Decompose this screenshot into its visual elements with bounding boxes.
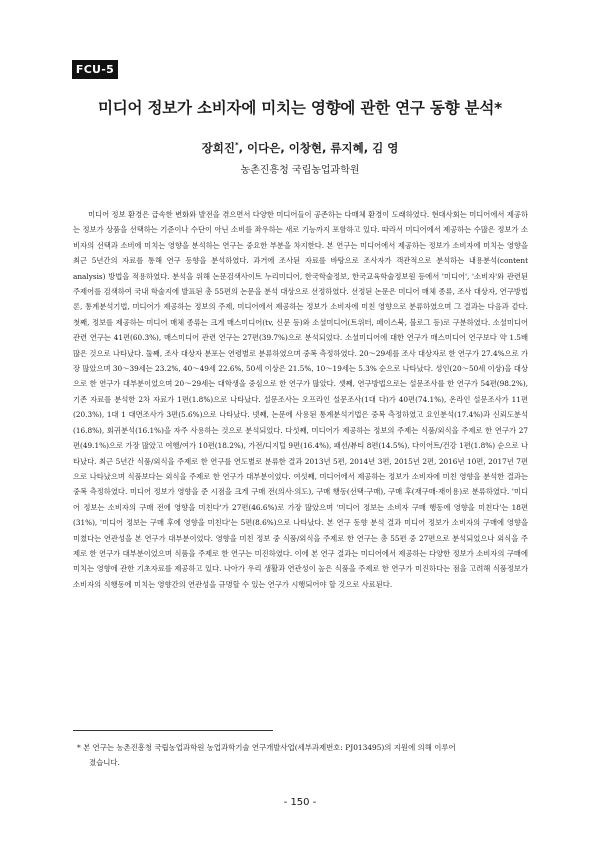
footnote-divider (73, 730, 273, 731)
author-list (0, 140, 600, 156)
footnote-text-line2: 졌습니다. (89, 758, 120, 767)
abstract-body (73, 207, 528, 592)
corresponding-mark: * (234, 141, 239, 150)
lead-author: 장희진 (201, 141, 235, 155)
footnote-mark: * (77, 743, 81, 752)
session-badge: FCU-5 (72, 60, 118, 79)
footnote (77, 740, 527, 770)
co-authors: , 이다은, 이창현, 류지혜, 김 영 (238, 141, 399, 155)
paper-title: 미디어 정보가 소비자에 미치는 영향에 관한 연구 동향 분석* (97, 99, 503, 117)
affiliation: 농촌진흥청 국립농업과학원 (240, 165, 360, 176)
abstract-paragraph: 미디어 정보 환경은 급속한 변화와 발전을 겪으면서 다양한 미디어들이 공존하는 다매체 환경이 도래하였다. 현대사회는 미디어에서 제공하는 정보가 상품을 선택하는 기준이나 수단이 아닌 소비를 좌우하는 새로 기능까지 포함하고 있다. 따라서 미디어에서 제공하는 수많은 정보가 소비자의 선택과 소비에 미치는 영향을 분석하는 연구는 중요한 부분을 차지한다. 본 연구는 미디어에서 제공하는 정보가 소비자에 미치는 영향을 최근 5년간의 자료를 통해 연구 동향을 분석하였다. 과거에 조사된 자료를 바탕으로 조사자가 객관적으로 분석하는 내용분석(content analysis) 방법을 적용하였다. 분석을 위해 논문검색사이트 누리미디어, 한국학술정보, 한국교육학술정보원 등에서 '미디어', '소비자'와 관련된 주제어를 검색하여 국내 학술지에 발표된 총 55편의 논문을 분석 대상으로 선정하였다. 선정된 논문은 미디어 매체 종류, 조사 대상자, 연구방법론, 통계분석기법, 미디어가 제공하는 정보의 주제, 미디어에서 제공하는 정보가 소비자에 미친 영향으로 분류하였으며 그 결과는 다음과 같다. 첫째, 정보를 제공하는 미디어 매체 종류는 크게 매스미디어(tv, 신문 등)와 소셜미디어(트위터, 페이스북, 블로그 등)로 구분하였다. 소셜미디어 관련 연구는 41편(60.3%), 매스미디어 관련 연구는 27편(39.7%)으로 분석되었다. 소셜미디어에 대한 연구가 매스미디어 연구보다 약 1.5배 많은 것으로 나타났다. 둘째, 조사 대상자 분포는 연령별로 분류하였으며 중복 측정하였다. 20～29세를 조사 대상자로 한 연구가 27.4%으로 가장 많았으며 30～39세는 23.2%, 40～49세 22.6%, 50세 이상은 21.5%, 10～19세는 5.3% 순으로 나타났다. 성인(20～50세 이상)을 대상으로 한 연구가 대부분이었으며 20～29세는 대학생을 중심으로 한 연구가 많았다. 셋째, 연구방법으로는 설문조사를 한 연구가 54편(98.2%), 기존 자료를 분석한 2차 자료가 1편(1.8%)으로 나타났다. 설문조사는 오프라인 설문조사(1대 다)가 40편(74.1%), 온라인 설문조사가 11편(20.3%), 1대 1 대면조사가 3편(5.6%)으로 나타났다. 넷째, 논문에 사용된 통계분석기법은 중복 측정하였고 요인분석(17.4%)과 신뢰도분석(16.8%), 회귀분석(16.1%)을 자주 사용하는 것으로 분석되었다. 다섯째, 미디어가 제공하는 정보의 주제는 식품/외식을 주제로 한 연구가 27편(49.1%)으로 가장 많았고 여행/여가 10편(18.2%), 가전/디지털 9편(16.4%), 패션/뷰티 8편(14.5%), 다이어트/건강 1편(1.8%) 순으로 나타났다. 최근 5년간 식품/외식을 주제로 한 연구를 연도별로 분류한 결과 2013년 5편, 2014년 3편, 2015년 2편, 2016년 10편, 2017년 7편으로 나타났으며 식품보다는 외식을 주제로 한 연구가 대부분이었다. 여섯째, 미디어에서 제공하는 정보가 소비자에 미친 영향을 분석한 결과는 중복 측정하였다. 미디어 정보가 영향을 준 시점을 크게 구매 전(의사·의도), 구매 행동(선택·구매), 구매 후(재구매·재이용)로 분류하였다. '미디어 정보는 소비자의 구매 전에 영향을 미친다'가 27편(46.6%)로 가장 많았으며 '미디어 정보는 소비자 구매 행동에 영향을 미친다'는 18편(31%), '미디어 정보는 구매 후에 영향을 미친다'는 5편(8.6%)으로 나타났다. 본 연구 동향 분석 결과 미디어 정보가 소비자의 구매에 영향을 미쳤다는 연관성을 본 연구가 대부분이었다. 영향을 미친 정보 중 식품/외식을 주제로 한 연구는 총 55편 중 27편으로 분석되었으나 외식을 주제로 한 연구가 대부분이었으며 식품을 주제로 한 연구는 미진하였다. 이에 본 연구 결과는 미디어에서 제공하는 다양한 정보가 소비자의 구매에 미치는 영향에 관한 기초자료를 제공하고 있다. 나아가 우리 생활과 연관성이 높은 식품을 주제로 한 연구가 미진하다는 점을 고려해 식품정보가 소비자의 식행동에 미치는 영향간의 연관성을 규명할 수 있는 연구가 시행되어야 할 것으로 사료된다. (73, 210, 529, 589)
footnote-text-line1: 본 연구는 농촌진흥청 국립농업과학원 농업과학기술 연구개발사업(세부과제번호: PJ013495)의 지원에 의해 이루어 (83, 743, 456, 752)
page-number: - 150 - (283, 797, 317, 808)
